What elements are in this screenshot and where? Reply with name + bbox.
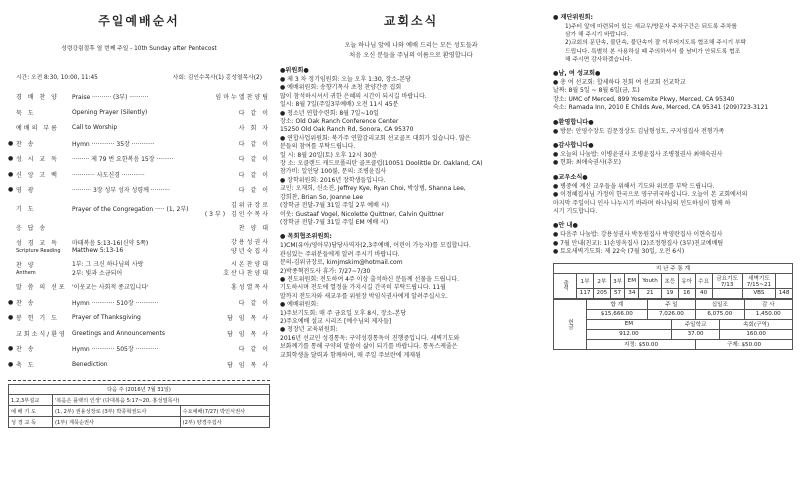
schedule-cell: 수요예배(7/27) 박인식권사 [180,406,269,417]
attendance-value [712,288,742,298]
news-item: ● 장학위원회: 2016년 장학생들입니다. 교인: 오재희, 신소진, Jeffrey Kye, Ryan Choi, 박상범, Shanna Lee, 강희찬, Brian So, Joanne Lee (장학금 전달-7월 31일 주일 2부 예배 시) 이웃: Gustaaf Vogel, Nicolette Quittner, Calvin Quittner (장학금 전달-7월 31일 주일 EM 예배 시) [280,176,466,226]
order-leader: 강용성권사 양년숙집사 [231,239,270,255]
divider [8,374,270,381]
schedule-head: 다음 주 (2016년 7월 31일) [9,385,270,395]
attendance-value: 40 [695,288,712,298]
announcements-title: 교회소식 [383,14,439,28]
order-leader: 시온찬양대 호산나찬양대 [223,261,270,277]
attendance-col: 초등 [661,273,678,288]
offering-head: 주일학교 [671,319,719,329]
attendance-col: 1부 [577,273,594,288]
attendance-col: 2부 [594,273,611,288]
attendance-value: 34 [625,288,639,298]
attendance-col: 수요 [695,273,712,288]
welcome-intro [280,41,542,61]
order-bullet: ● [8,360,14,368]
attendance-col: Youth [639,273,662,288]
order-leader: 사 회 자 [238,125,270,133]
order-item: Praise ·········· (3부) ·········· [72,94,149,102]
order-item: 마태복음 5:13-16(신약 5쪽) Matthew 5:13-16 [72,240,149,254]
order-item: ········· 제 79 번 요한복음 15장 ········· [72,156,174,164]
order-item: Call to Worship [72,124,118,132]
schedule-cell: '복음은 플랫의 인생' (다대복음 5:17~20, 홍성열목사) [53,395,270,406]
offering-head: 속회(구역) [720,319,793,329]
order-row [8,167,270,183]
order-leader: 담 임 목 사 [227,330,270,338]
service-times: 시간: 오전 8:30, 10:00, 11:45 [16,75,98,81]
schedule-row [9,417,270,428]
schedule-cell: 성 경 교 독 [9,417,53,428]
attendance-value: 148 [776,288,793,298]
news-item: 1)CM(유아/영아부)담당사역자(2,3주예배, 어린이 가능자)를 모집합니다. 관심있는 주위분들에게 알려 주시기 바랍니다. 문의-김위규장로, kimjmskim@hotmail.com 2)박종혁전도사 휴가: 7/27~7/30 [280,242,471,275]
offering-value: 7,026.00 [647,309,695,319]
order-leader: 홍성열목사 [231,284,270,292]
order-label: 찬 송 [16,346,36,354]
order-label: 기 도 [16,206,36,213]
news-column [553,0,793,486]
attendance-value: 57 [610,288,625,298]
notice-heading: ●안 내● [553,222,578,230]
order-list [8,89,270,372]
order-item: Greetings and Announcements [72,329,166,337]
order-sublabel: Anthem [16,270,36,276]
order-row [8,257,270,279]
announcements-column [280,0,542,486]
stat-head: 지 난 주 통 계 [554,263,793,273]
thanks-text: ● 오늘의 나눔밥: 이병윤권사 조병윤집사 조병철권사 최애숙권사 ● 헌화: 최애숙권사(추모) [553,151,723,167]
order-row [8,136,270,152]
order-bullet: ● [8,186,14,194]
order-item: Hymn ············ 510장 ············ [72,299,159,307]
news-item: 1)주터 앞에 마련되어 있는 새교우/방문자 주차구간은 되도록 주차를 삼가 해 주시기 바랍니다. [565,24,737,39]
schedule-cell: (2부) 양경주집사 [180,417,269,428]
news-item: ● 연합사업위원회: 북가주 연합감리교회 선교골프 대회가 있습니다. 많은 분들의 참여를 부탁드립니다. 일 시: 8월 20일(토) 오후 12시 30분 장 소: 오클랜드 캐드로폴리탄 골프클럽(10051 Doolittle Dr. Oakland, CA) 참가비: 일인당 100불, 문의: 조병윤집사 [280,134,483,176]
schedule-row [9,406,270,417]
order-label: 성 경 교 독 Scripture Reading [16,240,61,254]
foundation-list [553,23,793,64]
order-leader: 다 같 이 [238,140,270,148]
attendance-table [553,263,793,299]
order-item: Benediction [72,360,108,368]
attendance-value: VBS [742,288,776,298]
foundation-heading: ● 재단위원회: [553,14,593,21]
offering-table [553,299,793,350]
order-leader: 다 같 이 [238,109,270,117]
next-week-schedule [8,384,270,428]
order-leader: 다 같 이 [238,299,270,307]
worship-order-title: 주일예배순서 [98,14,180,28]
schedule-cell: 1,2,3부설교 [9,395,53,406]
order-label: 찬 송 [16,299,36,307]
offering-head: EM [586,319,671,329]
news-item: ● 청소년 연합수련회: 8월 7일~10일 장소: Old Oak Ranch Conference Center 15250 Old Oak Ranch Rd, Sonora, CA 95370 [280,109,414,134]
order-bullet: ● [8,345,14,353]
order-label: 말 씀 의 선포 [16,284,67,292]
news-item: ● 전도위원회: 전도하여 4주 이상 출석하신 분들께 선물을 드립니다. 기도하시며 전도에 열정을 가지시길 간곡히 부탁드립니다. 11월 말까지 전도자와 새교우를 위원장 박임식권사에게 알려주십시오. [280,275,459,300]
order-row [8,357,270,373]
order-label: 영 광 [16,187,36,195]
order-row [8,341,270,357]
order-row [8,151,270,167]
order-bullet: ● [8,314,14,322]
attendance-col: EM [625,273,639,288]
order-item: Prayer of the Congregation ····· (1, 2부) [72,206,189,213]
attendance-value: 21 [639,288,662,298]
committee-list [280,76,542,227]
notice-text: ● 다음주 나눔밥: 강용성권사 박동원집사 박영란집사 이현숙집사 ● 7월 안내(친교): 1)손영옥집사 (2)조정형집사 (3부)친교예배팀 ● 토요새벽기도회: 제 22숙 (7월 30일, 오전 6시) [553,231,724,256]
attendance-value: 16 [678,288,695,298]
order-label: 묵 도 [16,109,36,117]
order-bullet: ● [8,170,14,178]
order-label: 경 배 찬 양 [16,94,59,102]
offering-value: 912.00 [586,329,671,339]
offering-head: 감 사 [744,299,792,309]
order-label: 교회소식/환영 [16,330,67,338]
order-bullet: ● [8,155,14,163]
order-label: 축 도 [16,361,36,369]
order-item: Opening Prayer (Silently) [72,108,148,116]
order-leader: 담 임 목 사 [227,315,270,323]
order-label: 예배의 부름 [16,125,59,133]
offering-head: 십일조 [696,299,744,309]
order-item: Prayer of Thanksgiving [72,314,141,322]
order-row [8,182,270,198]
attendance-col [776,273,793,288]
offering-value: 37.00 [671,329,719,339]
order-leader: 김위규장로 (3부) 김인수목사 [204,201,270,218]
order-row [8,295,270,311]
order-item: Hymn ············ 505장 ············ [72,346,159,354]
order-row [8,220,270,236]
order-label: 찬 송 [16,140,36,148]
order-leader: 다 같 이 [238,187,270,195]
intro-text: 오늘 하나님 앞에 나와 예배 드리는 모든 성도들과 처음 오신 분들을 주님의 이름으로 환영합니다 [344,42,478,59]
attendance-value: 19 [661,288,678,298]
schedule-cell: (1, 2부) 권용성장로 (3부) 박종혁권도사 [53,406,181,417]
attendance-col: 유아 [678,273,695,288]
order-row [8,310,270,326]
presider: 사회: 김인수목사(1) 홍성열목사(2) [172,75,262,81]
order-row [8,326,270,342]
pastoral-heading: ● 목회협조위원회: [280,233,332,241]
welcome-text: ● 방문: 안영수장도 김문정상도 김남형성도, 구지영집사 전형가족 [553,127,725,135]
order-leader: 담 임 목 사 [227,361,270,369]
pastoral-list [280,242,542,360]
news-item: 2)교회의 문단속, 불단속, 불단속이 잘 이루어지도록 협조해 주시기 부탁 드립니다. 특별히 본 사용하실 때 주의하셔서 불 남비가 안되도록 협조 해 주시면 감사하겠습니다. [565,40,747,63]
order-item: '이웃교는 사회적 종교입니다' [72,284,149,292]
order-bullet: ● [8,298,14,306]
order-label: 응 답 송 [16,224,48,232]
order-sublabel: Scripture Reading [16,248,61,254]
schedule-row [9,395,270,406]
offering-value: 160.00 [720,329,793,339]
offering-value: 6,075.00 [696,309,744,319]
attendance-value: 205 [594,288,611,298]
attendance-col: 금요기도 7/13 [712,273,742,288]
order-leader: 임마누엘찬양팀 [215,94,270,102]
order-label: 신 앙 고 백 [16,171,59,179]
member-news-heading: ●교우소식● [553,173,588,181]
order-label: 성 시 교 독 [16,156,59,164]
schedule-cell: (1부) 계묵순권사 [53,417,181,428]
order-item: ·········· 3장 성부 성자 성령께 ·········· [72,187,170,195]
offering-note: 지정: $50.00 [586,339,695,349]
order-row [8,105,270,121]
schedule-cell: 예 배 기 도 [9,406,53,417]
offering-value: 1,450.00 [744,309,792,319]
order-bullet: ● [8,139,14,147]
order-leader: 다 같 이 [238,156,270,164]
news-item: ● 예배위원회: 송향기목사 초청 찬양간증 집회 많이 참석하시셔서 귀한 은혜의 시간이 되시길 바랍니다. 일시: 8월 7일(주일3부예배) 오전 11시 45분 [280,84,427,109]
offering-head: 합 계 [586,299,647,309]
mission-heading: ●남, 여 성교회● [553,70,601,78]
attendance-label: 출석 [554,273,577,298]
order-leader: 찬 양 대 [238,224,270,232]
attendance-col: 3부 [610,273,625,288]
welcome-heading: ●환영합니다● [553,118,594,126]
order-row [8,235,270,257]
news-item: ● 청장년 교육위원회: 2016년 선교인 성경통독: 구약성경통독이 진행중입니다. 새벽기도와 보화께기를 통해 구약의 말씀이 삶이 되기를 바랍니다. 통독스케줄은 교회학생을 달력과 함께하며, 매 주일 주보란에 게재됨 [280,326,460,359]
order-row [8,120,270,136]
attendance-value: 117 [577,288,594,298]
thanks-heading: ●감사합니다● [553,142,594,150]
order-leader: 다 같 이 [238,346,270,354]
order-label: 봉 헌 기 도 [16,315,59,323]
order-item: Hymn ············ 35장 ············ [72,140,155,148]
offering-note: 구제: $50.00 [696,339,793,349]
mission-text: ● 총 여 선교회: 합세하다 친회 여 선교회 선교학교 날짜: 8월 5일 ~ 8월 6일(금, 토) 장소: UMC of Merced, 899 Yosemite Pkwy, Merced, CA 95340 숙소: Ramada Inn, 2010 E Childs Ave, Merced, CA 95341 (209)723-3121 [553,79,769,112]
worship-order-column [8,0,270,486]
order-label: 찬 양 Anthem [16,262,36,276]
order-row [8,279,270,295]
news-item: ● 예배위원회: 1)주보기도회: 매 주 금요일 오후 8시, 장소-본당 2)주요예배 설교 시리즈 [예수님의 제자들] [280,301,407,325]
offering-label: 헌금 [554,299,587,349]
offering-head: 주 일 [647,299,695,309]
order-item: 1부: 그 크신 하나님의 사랑 2부: 빛과 소금되어 [72,261,144,277]
offering-value: $15,666.00 [586,309,647,319]
order-row [8,89,270,105]
order-leader: 다 같 이 [238,171,270,179]
order-row [8,198,270,220]
attendance-col: 새벽기도 7/15~21 [742,273,776,288]
committee-heading: ●위원회● [280,67,309,74]
member-news-text: ● 병중에 계신 교우들을 위해서 기도와 위로를 부탁 드립니다. ● 이정혜집사님 가정이 한국으로 영구귀국하십니다. 오늘이 본 교회에서의 마지막 주일이니 인사 나누시기 바라며 하나님의 인도하심이 함께 하 시기 기도합니다. [553,182,748,216]
order-item: ············ 사도신경 ············ [72,171,145,179]
worship-subtitle: 성령강림절후 열 번째 주일 - 10th Sunday after Pentecost [61,46,217,52]
news-item: ● 제 3 차 정기임원회: 오늘 오후 1:30, 장소-본당 [280,76,411,83]
